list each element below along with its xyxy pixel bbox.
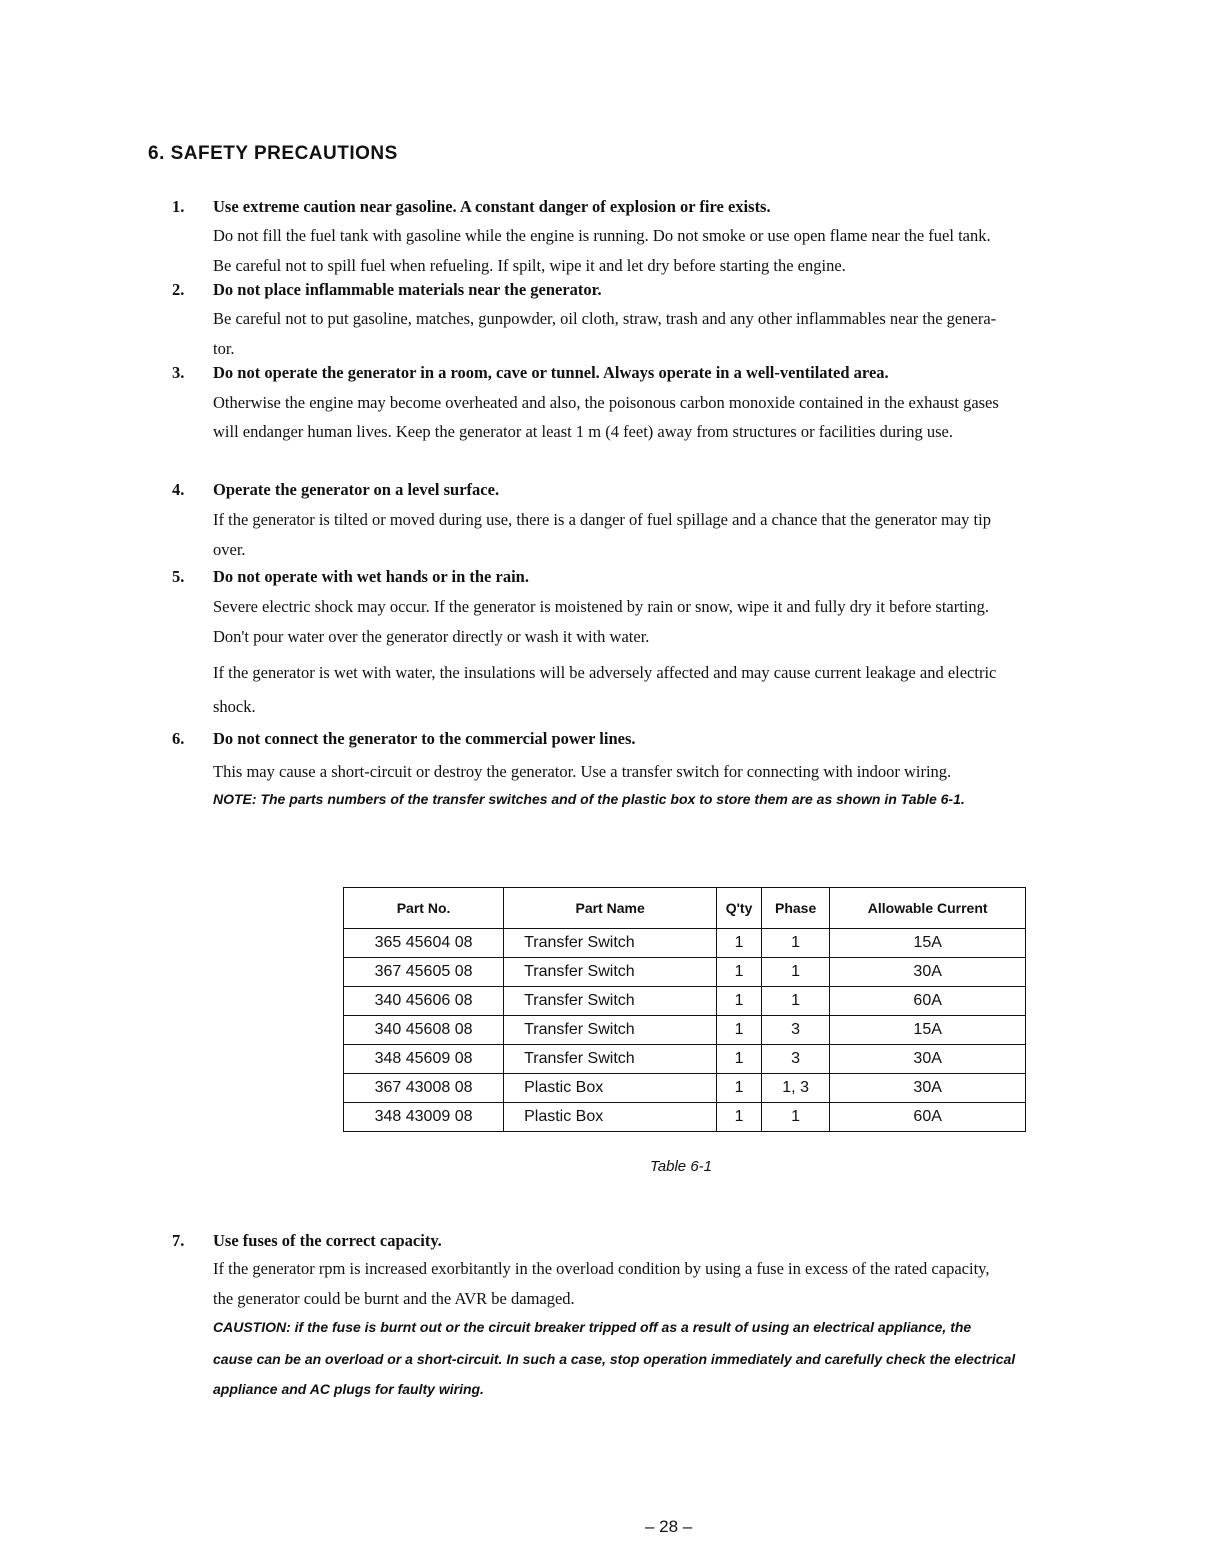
table-cell: 348 43009 08 [344,1103,504,1132]
item-text-line: shock. [213,697,256,716]
table-row [344,929,1026,958]
table-cell: 365 45604 08 [344,929,504,958]
table-cell: 1 [717,987,762,1016]
table-cell: 60A [830,1103,1026,1132]
table-row [344,987,1026,1016]
item-title: Operate the generator on a level surface. [213,480,500,499]
caution-text-line: CAUSTION: if the fuse is burnt out or the circuit breaker tripped off as a result of using an electrical appliance, the [213,1319,972,1335]
item-number: 3. [172,363,185,382]
table-row [344,958,1026,987]
table-cell: Transfer Switch [504,1045,717,1074]
table-row [344,1103,1026,1132]
table-row [344,1016,1026,1045]
column-header: Part Name [504,888,717,929]
table-row [344,1045,1026,1074]
item-text-line: Don't pour water over the generator directly or wash it with water. [213,627,650,646]
table-cell: 1 [717,1103,762,1132]
item-text-line: tor. [213,339,235,358]
table-cell: Transfer Switch [504,958,717,987]
table-cell: 3 [761,1016,829,1045]
table-cell: 1 [717,958,762,987]
item-text-line: If the generator is tilted or moved during use, there is a danger of fuel spillage and a chance that the generator may tip [213,510,991,529]
table-cell: Plastic Box [504,1103,717,1132]
page-number: – 28 – [645,1517,693,1536]
table-cell: 1 [761,1103,829,1132]
table-cell: 1 [761,958,829,987]
caution-text-line: cause can be an overload or a short-circuit. In such a case, stop operation immediately and carefully check the electrical [213,1351,1016,1367]
item-title: Use extreme caution near gasoline. A constant danger of explosion or fire exists. [213,197,771,216]
item-text-line: Do not fill the fuel tank with gasoline while the engine is running. Do not smoke or use open flame near the fuel tank. [213,226,991,245]
table-cell: 340 45608 08 [344,1016,504,1045]
table-cell: 1 [761,987,829,1016]
table-cell: 60A [830,987,1026,1016]
table-cell: 1 [761,929,829,958]
section-heading: 6. SAFETY PRECAUTIONS [148,143,398,164]
item-number: 6. [172,729,185,748]
table-row [344,1074,1026,1103]
item-number: 5. [172,567,185,586]
caution-text-line: appliance and AC plugs for faulty wiring. [213,1381,484,1397]
item-title: Do not operate with wet hands or in the rain. [213,567,529,586]
table-cell: 348 45609 08 [344,1045,504,1074]
parts-table [343,887,1026,1132]
table-cell: 1, 3 [761,1074,829,1103]
column-header: Q'ty [717,888,762,929]
table-cell: 340 45606 08 [344,987,504,1016]
item-text-line: Be careful not to spill fuel when refueling. If spilt, wipe it and let dry before starting the engine. [213,256,846,275]
item-title: Do not place inflammable materials near the generator. [213,280,602,299]
item-text-line: This may cause a short-circuit or destroy the generator. Use a transfer switch for connecting with indoor wiring. [213,762,952,781]
item-text-line: Be careful not to put gasoline, matches, gunpowder, oil cloth, straw, trash and any other inflammables near the genera- [213,309,997,328]
item-text-line: the generator could be burnt and the AVR be damaged. [213,1289,575,1308]
item-text-line: If the generator is wet with water, the insulations will be adversely affected and may cause current leakage and electric [213,663,997,682]
table-cell: 367 45605 08 [344,958,504,987]
item-title: Use fuses of the correct capacity. [213,1231,442,1250]
column-header: Allowable Current [830,888,1026,929]
table-cell: 1 [717,1045,762,1074]
table-cell: 3 [761,1045,829,1074]
column-header: Phase [761,888,829,929]
table-cell: 15A [830,929,1026,958]
item-text-line: Severe electric shock may occur. If the generator is moistened by rain or snow, wipe it and fully dry it before starting. [213,597,990,616]
item-text-line: over. [213,540,246,559]
table-cell: 367 43008 08 [344,1074,504,1103]
table-cell: Transfer Switch [504,987,717,1016]
item-number: 1. [172,197,185,216]
table-cell: 15A [830,1016,1026,1045]
item-title: Do not connect the generator to the commercial power lines. [213,729,636,748]
item-number: 4. [172,480,185,499]
column-header: Part No. [344,888,504,929]
item-number: 2. [172,280,185,299]
table-cell: 30A [830,958,1026,987]
table-cell: 30A [830,1074,1026,1103]
table-cell: 1 [717,1074,762,1103]
table-cell: Transfer Switch [504,929,717,958]
table-cell: Transfer Switch [504,1016,717,1045]
item-text-line: Otherwise the engine may become overheated and also, the poisonous carbon monoxide contained in the exhaust gases [213,393,999,412]
item-title: Do not operate the generator in a room, cave or tunnel. Always operate in a well-ventilated area. [213,363,889,382]
table-cell: 1 [717,1016,762,1045]
table-cell: Plastic Box [504,1074,717,1103]
note-text: NOTE: The parts numbers of the transfer switches and of the plastic box to store them are as shown in Table 6-1. [213,791,965,807]
item-text-line: will endanger human lives. Keep the generator at least 1 m (4 feet) away from structures or facilities during use. [213,422,953,441]
table-cell: 30A [830,1045,1026,1074]
table-cell: 1 [717,929,762,958]
table-caption: Table 6-1 [650,1158,712,1175]
item-text-line: If the generator rpm is increased exorbitantly in the overload condition by using a fuse in excess of the rated capacity, [213,1259,990,1278]
item-number: 7. [172,1231,185,1250]
